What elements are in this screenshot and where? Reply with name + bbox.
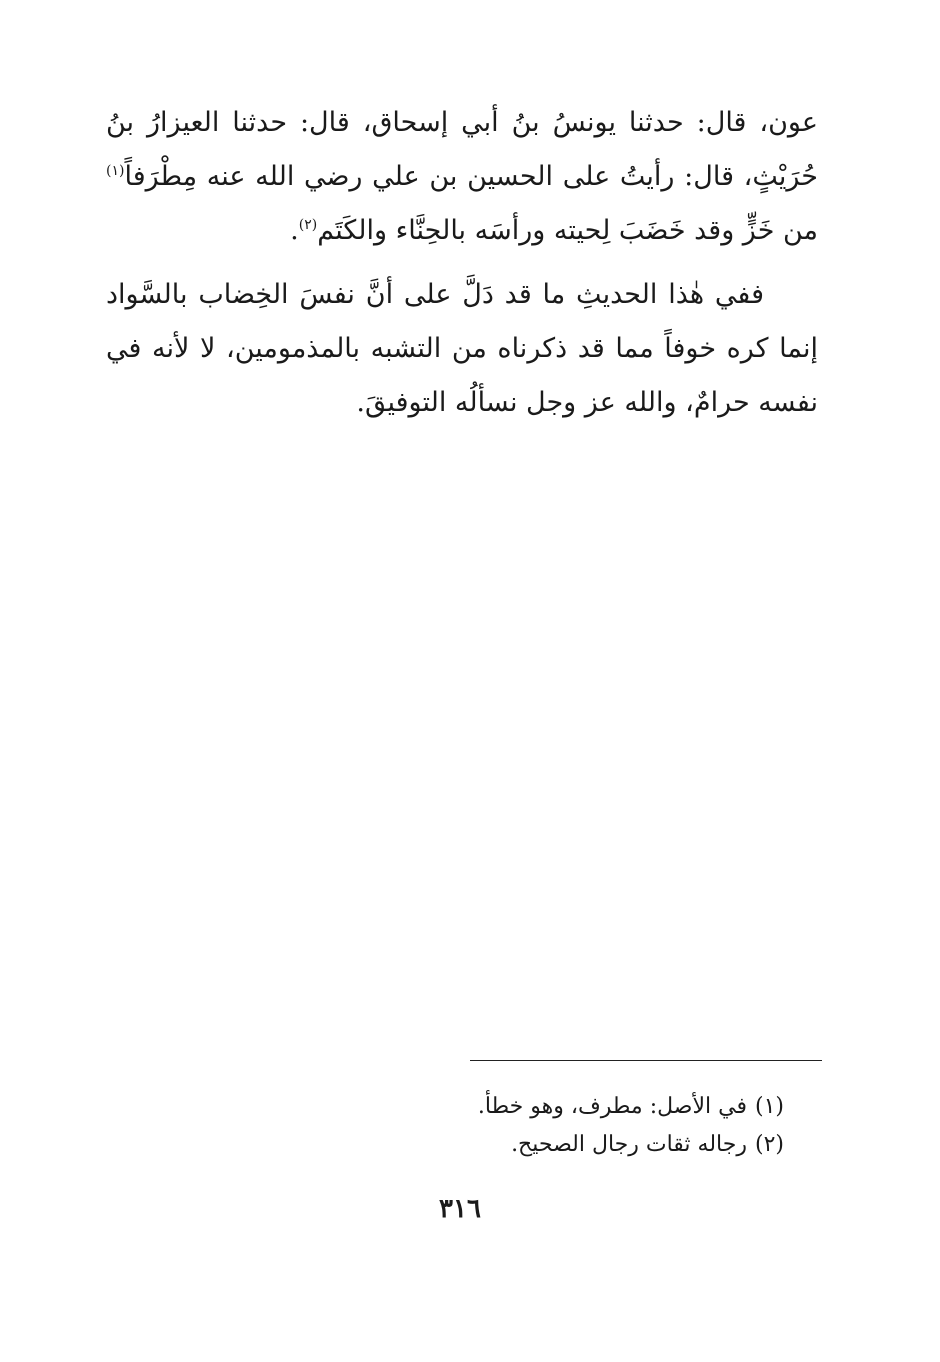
footnote-ref-1: (١) <box>106 163 125 179</box>
paragraph-1-continuation: من خَزٍّ وقد خَضَبَ لِحيته ورأسَه بالحِنَّاء والكَتَم <box>317 215 818 246</box>
paragraph-1 <box>106 96 818 258</box>
footnote-2-text: رجاله ثقات رجال الصحيح. <box>511 1132 747 1157</box>
footnote-2-number: (٢) <box>754 1132 784 1157</box>
footnote-2 <box>384 1126 784 1164</box>
footnote-1-number: (١) <box>754 1094 784 1119</box>
footnote-1 <box>384 1088 784 1126</box>
footnote-1-text: في الأصل: مطرف، وهو خطأ. <box>477 1094 747 1119</box>
paragraph-2: ففي هٰذا الحديثِ ما قد دَلَّ على أنَّ نفسَ الخِضاب بالسَّواد إنما كره خوفاً مما قد ذكرناه من التشبه بالمذمومين، لا لأنه في نفسه حرامٌ، والله عز وجل نسألُه التوفيقَ. <box>106 279 818 418</box>
footnotes <box>384 1088 784 1164</box>
paragraph-1-end: . <box>290 215 299 246</box>
page-number: ٣١٦ <box>439 1194 481 1224</box>
footnote-ref-2: (٢) <box>298 217 318 233</box>
main-text <box>106 96 818 430</box>
footnote-separator <box>470 1060 822 1061</box>
paragraph-1-text: عون، قال: حدثنا يونسُ بنُ أبي إسحاق، قال: حدثنا العيزارُ بنُ حُرَيْثٍ، قال: رأيتُ على الحسين بن علي رضي الله عنه مِطْرَفاً <box>106 107 818 192</box>
